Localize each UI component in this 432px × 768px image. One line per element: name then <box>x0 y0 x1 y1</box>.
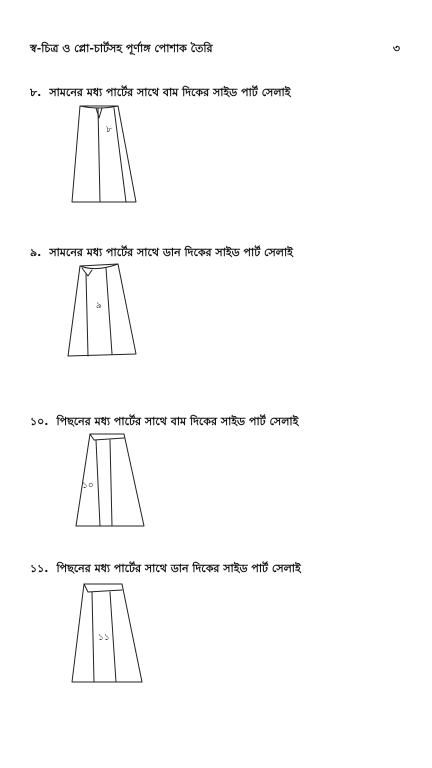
skirt-figure-step-9 <box>66 262 138 360</box>
step-text: পিছনের মধ্য পার্টের সাথে ডান দিকের সাইড পার্ট সেলাই <box>56 562 301 575</box>
skirt-figure-step-11 <box>70 582 144 686</box>
step-text: সামনের মধ্য পার্টের সাথে বাম দিকের সাইড পার্ট সেলাই <box>49 86 291 99</box>
step-text: সামনের মধ্য পার্টের সাথে ডান দিকের সাইড পার্ট সেলাই <box>49 246 293 259</box>
page-number: ৩ <box>392 42 400 55</box>
figure-label: ১০ <box>82 481 94 491</box>
skirt-figure-step-10 <box>74 432 146 530</box>
step-number: ১১. <box>30 562 49 575</box>
step-caption-9 <box>30 244 293 263</box>
step-caption-11 <box>30 560 301 579</box>
step-number: ৯. <box>30 246 42 259</box>
page-header <box>30 40 400 58</box>
step-caption-8 <box>30 84 290 103</box>
step-caption-10 <box>30 413 298 432</box>
step-text: পিছনের মধ্য পার্টের সাথে বাম দিকের সাইড পার্ট সেলাই <box>56 415 299 428</box>
page-title: স্ব-চিত্র ও প্লো-চার্টসহ পূর্ণাঙ্গ পোশাক তৈরি <box>30 42 213 55</box>
step-number: ১০. <box>30 415 49 428</box>
figure-label: ১১ <box>98 633 110 643</box>
figure-label: ৮ <box>106 125 112 135</box>
figure-label: ৯ <box>96 301 102 311</box>
skirt-figure-step-8 <box>70 104 140 208</box>
step-number: ৮. <box>30 86 42 99</box>
